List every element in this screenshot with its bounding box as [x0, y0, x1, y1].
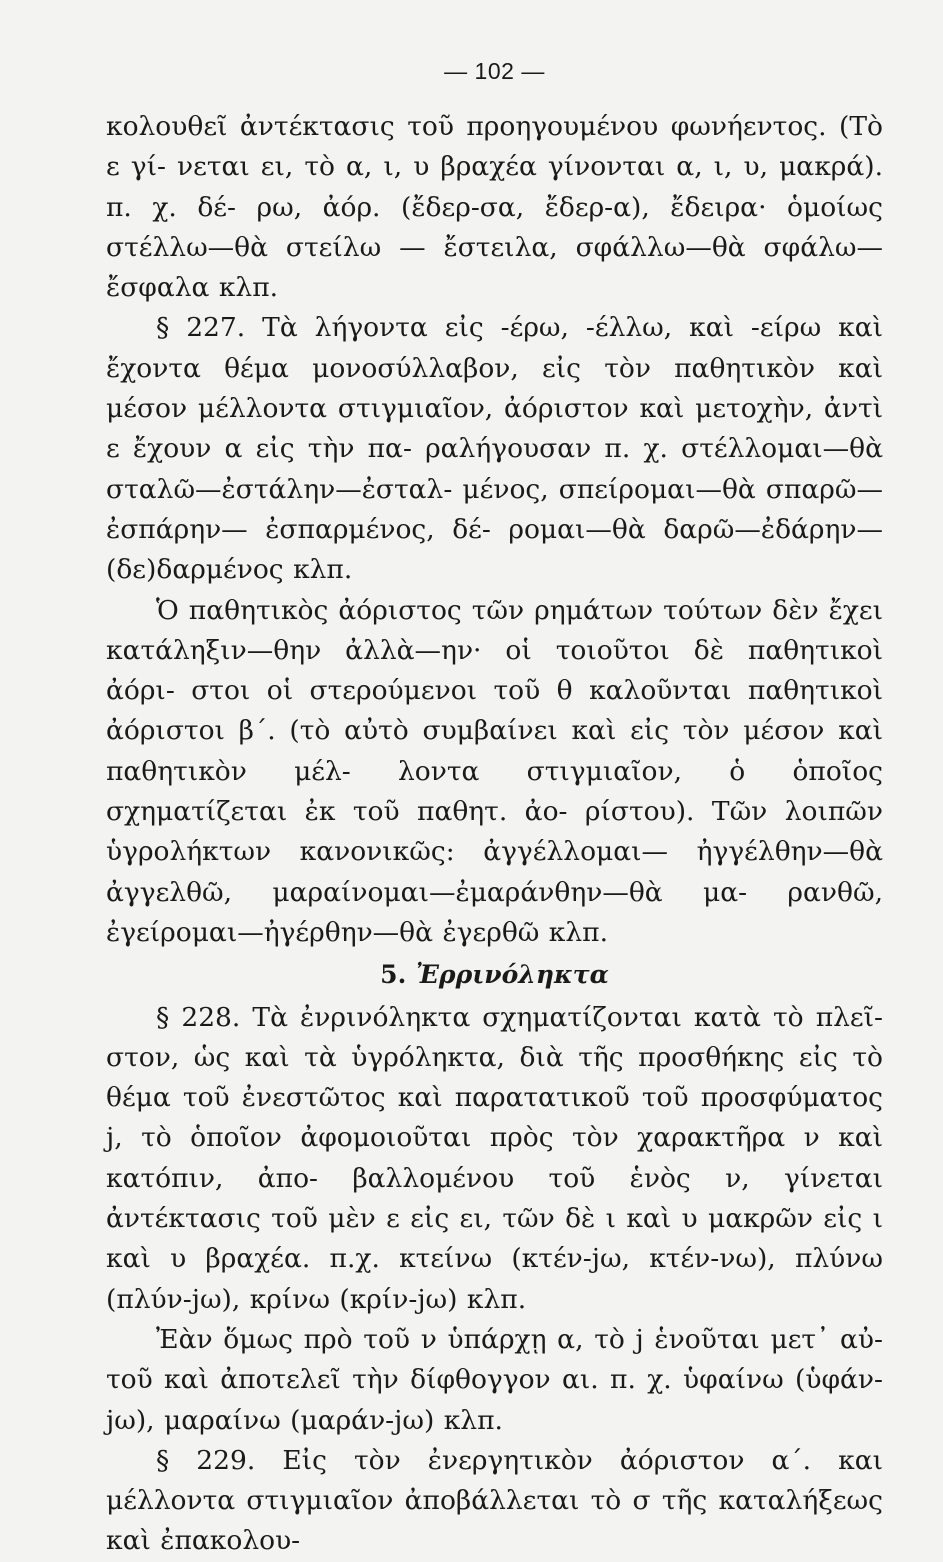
paragraph-1: κολουθεῖ ἀντέκτασις τοῦ προηγουμένου φωνήεντος. (Τὸ ε γί- νεται ει, τὸ α, ι, υ βραχέα γίνονται α, ι, υ, μακρά). π. χ. δέ- ρω, ἀόρ. (ἔδερ-σα, ἔδερ-α), ἔδειρα· ὁμοίως στέλλω—θὰ στείλω — ἔστειλα, σφάλλω—θὰ σφάλω—ἔσφαλα κλπ. [106, 111, 883, 304]
page-number: — 102 — [444, 58, 545, 84]
paragraph-alpha: Ἐὰν ὅμως πρὸ τοῦ ν ὑπάρχῃ α, τὸ j ἑνοῦται μετ᾽ αὐ- τοῦ καὶ ἀποτελεῖ τὴν δίφθογγον αι. π. χ. ὑφαίνω (ὑφάν-jω), μαραίνω (μαράν-jω) κλπ. [106, 1323, 883, 1436]
paragraph-228: § 228. Τὰ ἐνρινόληκτα σχηματίζονται κατὰ τὸ πλεῖ- στον, ὡς καὶ τὰ ὑγρόληκτα, διὰ τῆς προσθήκης εἰς τὸ θέμα τοῦ ἐνεστῶτος καὶ παρατατικοῦ τοῦ προσφύματος j, τὸ ὁποῖον ἀφομοιοῦται πρὸς τὸν χαρακτῆρα ν καὶ κατόπιν, ἀπο- βαλλομένου τοῦ ἑνὸς ν, γίνεται ἀντέκτασις τοῦ μὲν ε εἰς ει, τῶν δὲ ι καὶ υ μακρῶν εἰς ι καὶ υ βραχέα. π.χ. κτείνω (κτέν-jω, κτέν-νω), πλύνω (πλύν-jω), κρίνω (κρίν-jω) κλπ. [106, 1001, 883, 1315]
paragraph-passive-aorist: Ὁ παθητικὸς ἀόριστος τῶν ρημάτων τούτων δὲν ἔχει κατάληξιν—θην ἀλλὰ—ην· οἱ τοιοῦτοι δὲ παθητικοὶ ἀόρι- στοι οἱ στερούμενοι τοῦ θ καλοῦνται παθητικοὶ ἀόριστοι β΄. (τὸ αὐτὸ συμβαίνει καὶ εἰς τὸν μέσον καὶ παθητικὸν μέλ- λοντα στιγμιαῖον, ὁ ὁποῖος σχηματίζεται ἐκ τοῦ παθητ. ἀο- ρίστου). Τῶν λοιπῶν ὑγρολήκτων κανονικῶς: ἀγγέλλομαι— ἠγγέλθην—θὰ ἀγγελθῶ, μαραίνομαι—ἐμαράνθην—θὰ μα- ρανθῶ, ἐγείρομαι—ἠγέρθην—θὰ ἐγερθῶ κλπ. [106, 594, 883, 948]
body-text [106, 107, 883, 1562]
paragraph-229: § 229. Εἰς τὸν ἐνεργητικὸν ἀόριστον α΄. και μέλλοντα στιγμιαῖον ἀποβάλλεται τὸ σ τῆς καταλήξεως καὶ ἐπακολου- [106, 1444, 883, 1557]
section-title: Ἐρρινόληκτα [416, 960, 609, 990]
section-number: 5. [380, 960, 407, 990]
section-heading [106, 955, 883, 995]
paragraph-227: § 227. Τὰ λήγοντα εἰς -έρω, -έλλω, καὶ -είρω καὶ ἔχοντα θέμα μονοσύλλαβον, εἰς τὸν παθητικὸν καὶ μέσον μέλλοντα στιγμιαῖον, ἀόριστον καὶ μετοχὴν, ἀντὶ ε ἔχουν α εἰς τὴν πα- ραλήγουσαν π. χ. στέλλομαι—θὰ σταλῶ—ἐστάλην—ἐσταλ- μένος, σπείρομαι—θὰ σπαρῶ—ἐσπάρην— ἐσπαρμένος, δέ- ρομαι—θὰ δαρῶ—ἐδάρην—(δε)δαρμένος κλπ. [106, 312, 883, 586]
